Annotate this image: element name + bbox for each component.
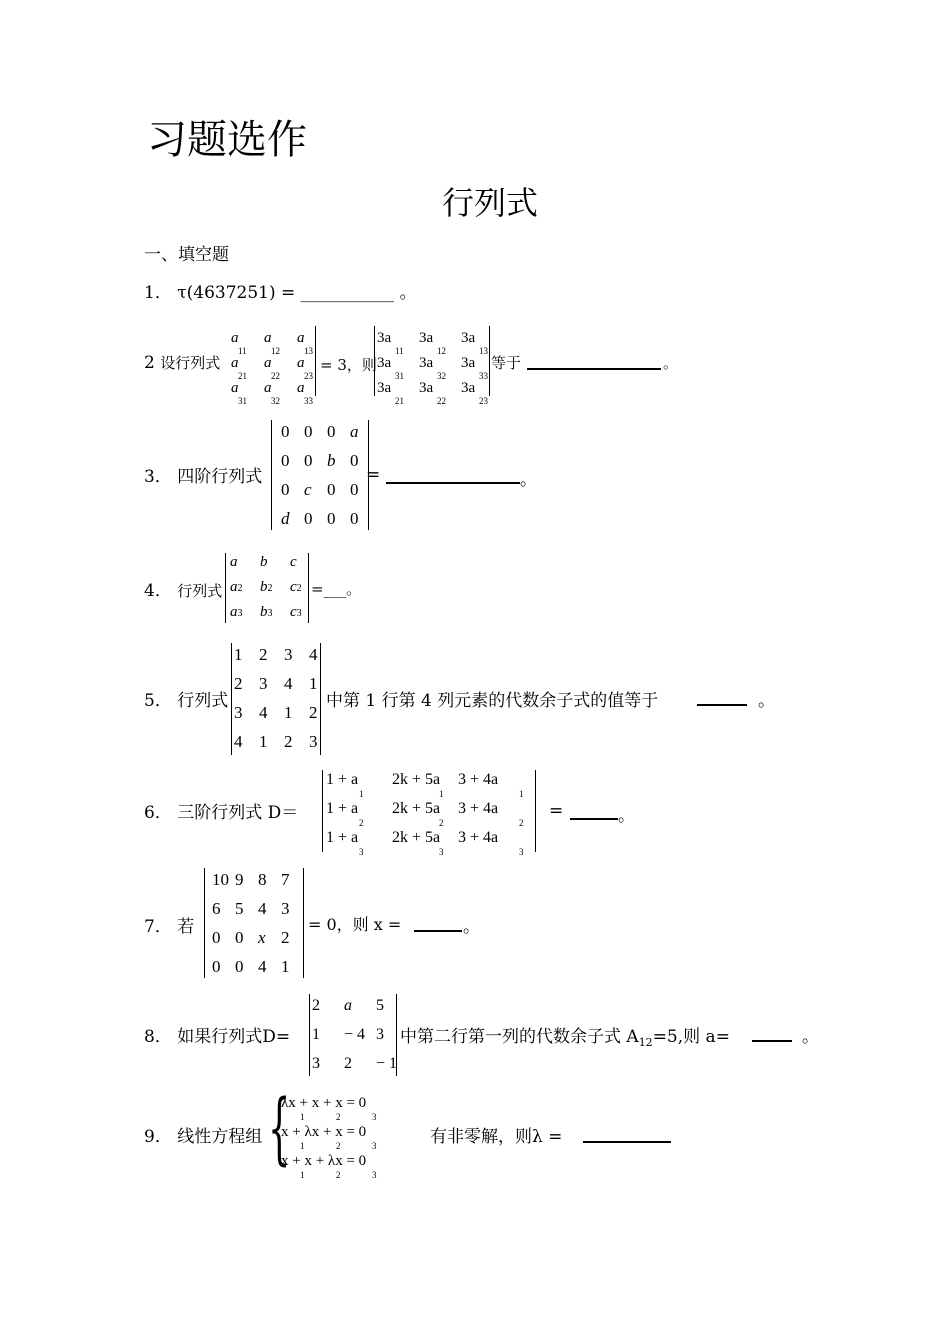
q4-equals: =___。	[311, 580, 362, 598]
q5-cell: 2	[259, 645, 268, 664]
q2-right-subscript: 13	[479, 346, 488, 356]
q7-blank	[414, 916, 462, 932]
q7-cell: 8	[258, 870, 267, 889]
q3-number: 3．	[144, 467, 172, 487]
q5-cell: 2	[284, 732, 293, 751]
q4-cell: a	[230, 554, 238, 570]
q2-right-cell: 3a	[377, 380, 392, 396]
q3-cell: b	[327, 451, 336, 470]
q9-subscript: 2	[336, 1170, 341, 1180]
q2-left-cell: a	[231, 330, 239, 346]
q2-text: 设行列式	[160, 354, 221, 372]
q2-left-cell: a	[297, 380, 305, 396]
q3-cell: 0	[327, 422, 336, 441]
q7-cell: 0	[212, 928, 221, 947]
q3-cell: 0	[281, 422, 290, 441]
q2-right-cell: 3a	[377, 355, 392, 371]
q2-left-subscript: 13	[304, 346, 313, 356]
q2-left-cell: a	[264, 330, 272, 346]
q4-number: 4．	[144, 581, 172, 601]
q8-cell: 3	[376, 1026, 384, 1043]
q8-cell: 2	[312, 997, 320, 1014]
q3-cell: c	[304, 480, 312, 499]
q6-cell: 2k + 5a	[392, 800, 441, 817]
q5-cell: 2	[309, 703, 318, 722]
q7-tail: = 0，则 x =	[308, 915, 402, 934]
q7-cell: 4	[258, 957, 267, 976]
q8-cell: 3	[312, 1055, 320, 1072]
q8-end: 。	[802, 1027, 819, 1047]
q9-brace: {	[268, 1084, 291, 1174]
question-5-label	[144, 686, 228, 711]
q5-cell: 4	[234, 732, 243, 751]
q6-subscript: 1	[439, 789, 444, 799]
q8-cell: − 4	[344, 1026, 366, 1043]
q2-left-cell: a	[297, 355, 305, 371]
q6-text: 三阶行列式 D＝	[177, 803, 299, 823]
q2-right-subscript: 31	[395, 371, 404, 381]
q9-subscript: 2	[336, 1112, 341, 1122]
q8-cell: 5	[376, 997, 384, 1014]
q6-subscript: 3	[439, 847, 444, 857]
question-6-label	[144, 798, 298, 823]
q2-right-subscript: 32	[437, 371, 446, 381]
q5-cell: 3	[284, 645, 293, 664]
q6-cell: 3 + 4a	[458, 800, 499, 817]
q7-cell: x	[258, 928, 266, 947]
q8-text: 如果行列式D=	[177, 1027, 291, 1047]
q3-equals: =	[366, 465, 381, 485]
q4-cell: a2	[230, 579, 243, 595]
q3-cell: 0	[350, 451, 359, 470]
q8-cell: − 1	[376, 1055, 398, 1072]
q6-end: 。	[618, 806, 635, 826]
q2-right-cell: 3a	[419, 355, 434, 371]
q2-right-cell: 3a	[377, 330, 392, 346]
q2-right-cell: 3a	[461, 330, 476, 346]
section-heading: 一、填空题	[144, 245, 229, 265]
q3-end: 。	[520, 470, 537, 490]
q6-subscript: 1	[519, 789, 524, 799]
q2-right-cell: 3a	[419, 380, 434, 396]
q5-cell: 1	[284, 703, 293, 722]
q4-cell: b	[260, 554, 268, 570]
q9-blank	[583, 1127, 671, 1143]
q1-end: 。	[399, 283, 417, 303]
q7-end: 。	[463, 917, 480, 937]
q2-right-cell: 3a	[461, 380, 476, 396]
q2-right-subscript: 21	[395, 396, 404, 406]
q1-number: 1．	[144, 283, 172, 303]
q5-cell: 2	[234, 674, 243, 693]
q2-left-subscript: 12	[271, 346, 280, 356]
page-title: 习题选作	[147, 117, 307, 163]
q5-blank	[697, 690, 747, 706]
q9-subscript: 3	[372, 1112, 377, 1122]
q3-cell: 0	[304, 509, 313, 528]
question-4-label	[144, 576, 222, 601]
q7-cell: 2	[281, 928, 290, 947]
q2-left-cell: a	[231, 355, 239, 371]
q4-cell: c3	[290, 604, 302, 620]
q2-left-subscript: 33	[304, 396, 313, 406]
q9-tail: 有非零解，则λ =	[430, 1127, 563, 1147]
q8-cell: a	[344, 997, 352, 1014]
q6-cell: 2k + 5a	[392, 771, 441, 788]
q9-subscript: 1	[300, 1170, 305, 1180]
q6-cell: 1 + a	[326, 771, 359, 788]
q2-left-cell: a	[231, 380, 239, 396]
q8-tail-sub: 12	[638, 1036, 653, 1049]
q9-subscript: 1	[300, 1112, 305, 1122]
q7-cell: 10	[212, 870, 229, 889]
q9-subscript: 2	[336, 1141, 341, 1151]
q6-subscript: 3	[519, 847, 524, 857]
q5-number: 5．	[144, 691, 172, 711]
q4-text: 行列式	[177, 582, 223, 600]
question-7-label	[144, 912, 194, 937]
q8-number: 8．	[144, 1027, 172, 1047]
q5-text: 行列式	[177, 691, 229, 711]
q2-right-subscript: 23	[479, 396, 488, 406]
q6-cell: 1 + a	[326, 800, 359, 817]
q6-subscript: 2	[359, 818, 364, 828]
q9-subscript: 1	[300, 1141, 305, 1151]
q9-equation: x + x + λx = 0	[281, 1153, 367, 1169]
q4-cell: b3	[260, 604, 273, 620]
q6-equals: =	[549, 801, 564, 821]
q5-cell: 1	[309, 674, 318, 693]
q5-cell: 4	[259, 703, 268, 722]
q9-number: 9．	[144, 1127, 172, 1147]
q7-text: 若	[177, 917, 195, 937]
q5-tail: 中第 1 行第 4 列元素的代数余子式的值等于	[326, 691, 659, 711]
q9-subscript: 3	[372, 1170, 377, 1180]
q8-tail: 中第二行第一列的代数余子式 A	[400, 1027, 639, 1047]
q9-equation: λx + x + x = 0	[281, 1095, 367, 1111]
chapter-title: 行列式	[442, 184, 539, 222]
q3-cell: 0	[327, 480, 336, 499]
q2-right-subscript: 22	[437, 396, 446, 406]
q5-cell: 3	[234, 703, 243, 722]
q9-text: 线性方程组	[177, 1127, 263, 1147]
question-3-label	[144, 462, 262, 487]
q3-cell: d	[281, 509, 290, 528]
q7-cell: 5	[235, 899, 244, 918]
q2-left-subscript: 23	[304, 371, 313, 381]
q7-cell: 7	[281, 870, 290, 889]
q3-blank	[386, 468, 520, 484]
q7-number: 7．	[144, 917, 172, 937]
q8-tail2: =5,则 a=	[652, 1027, 730, 1047]
q3-cell: 0	[304, 422, 313, 441]
q2-left-subscript: 21	[238, 371, 247, 381]
q2-right-subscript: 11	[395, 346, 404, 356]
q3-cell: a	[350, 422, 359, 441]
q2-blank	[527, 354, 661, 370]
q7-cell: 1	[281, 957, 290, 976]
q5-end: 。	[758, 691, 775, 711]
q5-cell: 3	[309, 732, 318, 751]
q7-cell: 0	[235, 928, 244, 947]
q2-left-cell: a	[264, 380, 272, 396]
q6-cell: 3 + 4a	[458, 771, 499, 788]
q8-cell: 1	[312, 1026, 320, 1043]
q3-cell: 0	[281, 451, 290, 470]
q7-cell: 3	[281, 899, 290, 918]
q5-cell: 4	[309, 645, 318, 664]
q6-cell: 1 + a	[326, 829, 359, 846]
q2-right-subscript: 12	[437, 346, 446, 356]
q1-expression: τ(4637251) =	[177, 283, 301, 303]
question-1	[144, 278, 417, 303]
q7-cell: 4	[258, 899, 267, 918]
q7-cell: 6	[212, 899, 221, 918]
q9-equation: x + λx + x = 0	[281, 1124, 367, 1140]
q3-text: 四阶行列式	[177, 467, 263, 487]
question-2-label	[144, 352, 220, 373]
q3-cell: 0	[281, 480, 290, 499]
q7-cell: 0	[235, 957, 244, 976]
q6-subscript: 2	[519, 818, 524, 828]
q3-cell: 0	[304, 451, 313, 470]
q2-right-cell: 3a	[419, 330, 434, 346]
q7-cell: 9	[235, 870, 244, 889]
q2-left-subscript: 22	[271, 371, 280, 381]
q6-cell: 3 + 4a	[458, 829, 499, 846]
q6-subscript: 3	[359, 847, 364, 857]
q5-cell: 1	[234, 645, 243, 664]
q8-cell: 2	[344, 1055, 352, 1072]
q6-subscript: 1	[359, 789, 364, 799]
q9-subscript: 3	[372, 1141, 377, 1151]
q5-cell: 1	[259, 732, 268, 751]
q2-end: 。	[663, 354, 679, 372]
q3-cell: 0	[350, 509, 359, 528]
question-9-label	[144, 1122, 262, 1147]
q8-blank	[752, 1026, 792, 1042]
q4-cell: b2	[260, 579, 273, 595]
q3-cell: 0	[350, 480, 359, 499]
q6-number: 6．	[144, 803, 172, 823]
q5-cell: 4	[284, 674, 293, 693]
q2-number: 2	[144, 353, 155, 373]
q2-left-subscript: 31	[238, 396, 247, 406]
q1-blank: ___________	[300, 283, 395, 303]
q2-left-cell: a	[297, 330, 305, 346]
q6-cell: 2k + 5a	[392, 829, 441, 846]
q2-left-subscript: 32	[271, 396, 280, 406]
q2-tail: 等于	[491, 354, 522, 372]
q5-cell: 3	[259, 674, 268, 693]
q7-cell: 0	[212, 957, 221, 976]
q3-cell: 0	[327, 509, 336, 528]
q5-determinant	[231, 643, 321, 755]
q6-blank	[570, 804, 618, 820]
q4-cell: a3	[230, 604, 243, 620]
q2-left-subscript: 11	[238, 346, 247, 356]
q4-cell: c	[290, 554, 297, 570]
q6-subscript: 2	[439, 818, 444, 828]
q2-equals: = 3，则	[320, 356, 377, 374]
q2-right-subscript: 33	[479, 371, 488, 381]
question-8-label	[144, 1022, 290, 1047]
q2-left-cell: a	[264, 355, 272, 371]
q8-tail-group	[400, 1022, 730, 1049]
q4-cell: c2	[290, 579, 302, 595]
q2-right-cell: 3a	[461, 355, 476, 371]
